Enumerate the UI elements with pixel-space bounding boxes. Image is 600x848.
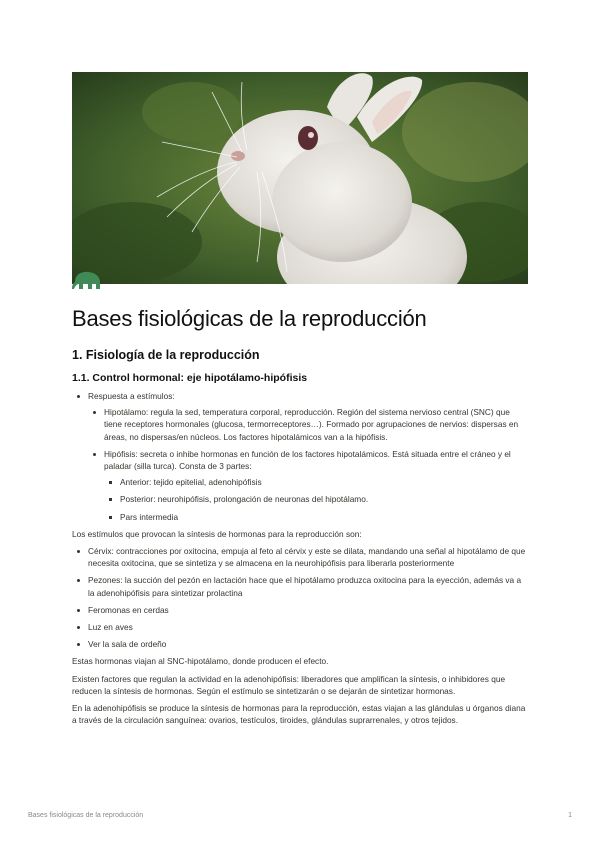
paragraph: Los estímulos que provocan la síntesis de hormonas para la reproducción son: [72, 528, 362, 539]
stimuli-list [72, 390, 528, 523]
list-item [88, 448, 528, 523]
list-item-text: Respuesta a estímulos: [88, 391, 175, 401]
list-item [88, 406, 528, 443]
list-item: Anterior: tejido epitelial, adenohipófisis [104, 476, 528, 488]
footer-title: Bases fisiológicas de la reproducción [28, 812, 144, 819]
page-title: Bases fisiológicas de la reproducción [72, 306, 427, 331]
elephant-icon [72, 268, 102, 290]
paragraph: En la adenohipófisis se produce la síntesis de hormonas para la reproducción, estas viajan a las glándulas u órganos diana a través de la circulación sanguínea: ovarios, testículos, tiroides, glándulas suprarrenales, y otros tejidos. [72, 703, 526, 726]
paragraph: Estas hormonas viajan al SNC-hipotálamo, donde producen el efecto. [72, 656, 329, 667]
hormone-stimuli-list [72, 545, 528, 650]
section-heading: 1. Fisiología de la reproducción [72, 348, 260, 362]
list-item: Pars intermedia [104, 511, 528, 523]
list-item: Cérvix: contracciones por oxitocina, empuja al feto al cérvix y este se dilata, mandando una señal al hipotálamo de que necesita oxitocina, que se sintetiza y se almacena en la neurohipófisis para liberarla posteriormente [72, 545, 528, 569]
list-item-text: Hipotálamo: regula la sed, temperatura corporal, reproducción. Región del sistema nervioso central (SNC) que tiene receptores hormonales (glucosa, termorreceptores…). Formado por agrupaciones de nervios: dispersas en áreas, no dispersas/en núcleos. Los factores hipotalámicos van a la hipófisis. [104, 407, 519, 442]
sublist [88, 406, 528, 523]
list-item: Pezones: la succión del pezón en lactación hace que el hipotálamo produzca oxitocina para la eyección, además va a la adenohipófisis para sintetizar prolactina [72, 574, 528, 598]
subsection-heading: 1.1. Control hormonal: eje hipotálamo-hipófisis [72, 372, 308, 384]
list-item: Ver la sala de ordeño [72, 638, 528, 650]
paragraph: Existen factores que regulan la actividad en la adenohipófisis: liberadores que amplifican la síntesis, o inhibidores que reducen la síntesis de hormonas. Según el estímulo se sintetizarán o se dejarán de sintetizar hormonas. [72, 673, 506, 696]
list-item [72, 390, 528, 523]
list-item-text: Hipófisis: secreta o inhibe hormonas en función de los factores hipotalámicos. Está situada entre el cráneo y el paladar (silla turca). Consta de 3 partes: [104, 448, 511, 472]
rabbit-photo [72, 72, 528, 284]
list-item: Feromonas en cerdas [72, 604, 528, 616]
list-item: Posterior: neurohipófisis, prolongación de neuronas del hipotálamo. [104, 493, 528, 505]
page-content [72, 300, 528, 731]
list-item: Luz en aves [72, 621, 528, 633]
page-number: 1 [568, 812, 572, 819]
sublist [104, 476, 528, 523]
cover-image [72, 72, 528, 284]
